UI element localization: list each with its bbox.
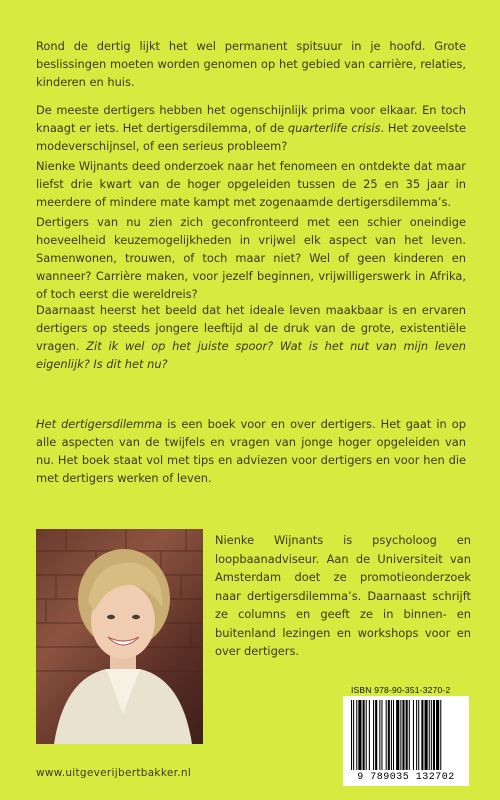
paragraph-quarterlife (36, 101, 466, 155)
italic-term: quarterlife crisis (287, 121, 381, 135)
barcode-bars (343, 696, 469, 772)
author-portrait-illustration (36, 529, 203, 744)
paragraph-pressure (36, 301, 466, 373)
barcode-bar (433, 700, 435, 770)
paragraph-choices (36, 213, 466, 303)
barcode-bar (393, 700, 394, 770)
paragraph-book-description (36, 415, 466, 487)
barcode-bar (353, 700, 354, 770)
author-bio-text: Nienke Wijnants is psycholoog en loopbaanadviseur. Aan de Universiteit van Amsterdam doet ze promotieonderzoek naar dertigersdilemma’s. Daarnaast schrijft ze columns en geeft ze in binnen- en buitenland lezingen en workshops voor en over dertigers. (215, 533, 471, 658)
barcode-bar (356, 700, 357, 770)
barcode-bar (391, 700, 392, 770)
barcode-bar (386, 700, 387, 770)
barcode-bar (358, 700, 361, 770)
barcode-bar (402, 700, 404, 770)
paragraph-text: De meeste dertigers hebben het ogenschijnlijk prima voor elkaar. En toch knaagt er iets. Het dertigersdilemma, of de (36, 103, 466, 135)
barcode-bar (409, 700, 410, 770)
author-photo (36, 529, 203, 744)
isbn-label: ISBN 978-90-351-3270-2 (351, 685, 451, 695)
barcode-bar (440, 700, 441, 770)
barcode-bar (436, 700, 439, 770)
book-title: Het dertigersdilemma (36, 417, 163, 431)
barcode-bar (406, 700, 408, 770)
intro-paragraph (36, 37, 466, 91)
barcode-bar (381, 700, 382, 770)
barcode-bar (375, 700, 377, 770)
italic-questions: Zit ik wel op het juiste spoor? Wat is het nut van mijn leven eigenlijk? Is dit het nu? (36, 339, 466, 371)
barcode-bar (431, 700, 432, 770)
barcode-bar (388, 700, 390, 770)
paragraph-text: Daarnaast heerst het beeld dat het ideale leven maakbaar is en ervaren dertigers op steeds jongere leeftijd al de druk van de grote, existentiële vragen. (36, 303, 466, 353)
paragraph-text: Nienke Wijnants deed onderzoek naar het fenomeen en ontdekte dat maar liefst drie kwart van de hoger opgeleiden tussen de 25 en 35 jaar in meerdere of mindere mate kampt met zogenaamde dertigersdilemma’s. (36, 159, 466, 209)
barcode-bar (416, 700, 417, 770)
barcode-bar (400, 700, 401, 770)
paragraph-text: Dertigers van nu zien zich geconfronteerd met een schier oneindige hoeveelheid keuzemogelijkheden in vrijwel elk aspect van het leven. Samenwonen, trouwen, of toch maar niet? Wel of geen kinderen en wanneer? Carrière maken, voor jezelf beginnen, vrijwilligerswerk in Afrika, of toch eerst die wereldreis? (36, 215, 466, 301)
barcode-number: 9 789035 132702 (357, 772, 455, 783)
barcode-bar (366, 700, 367, 770)
barcode-bar (351, 700, 352, 770)
barcode-bar (379, 700, 380, 770)
paragraph-research (36, 157, 466, 211)
barcode-bar (429, 700, 430, 770)
intro-text: Rond de dertig lijkt het wel permanent spitsuur in je hoofd. Grote beslissingen moeten worden genomen op het gebied van carrière, relaties, kinderen en huis. (36, 39, 466, 89)
publisher-website: www.uitgeverijbertbakker.nl (36, 767, 192, 779)
barcode-bar (425, 700, 428, 770)
barcode (343, 696, 469, 786)
barcode-bar (363, 700, 365, 770)
barcode-bar (418, 700, 419, 770)
barcode-bar (373, 700, 374, 770)
paragraph-text: is een boek voor en over dertigers. Het gaat in op alle aspecten van de twijfels en vragen van jonge hoger opgeleiden van nu. Het boek staat vol met tips en adviezen voor dertigers en voor hen die met dertigers werken of leven. (36, 417, 466, 485)
barcode-bar (396, 700, 399, 770)
paragraph-text: . Het zoveelste modeverschijnsel, of een serieus probleem? (36, 121, 467, 153)
author-bio (215, 531, 471, 661)
barcode-bar (413, 700, 414, 770)
barcode-bar (421, 700, 423, 770)
barcode-bar (369, 700, 370, 770)
